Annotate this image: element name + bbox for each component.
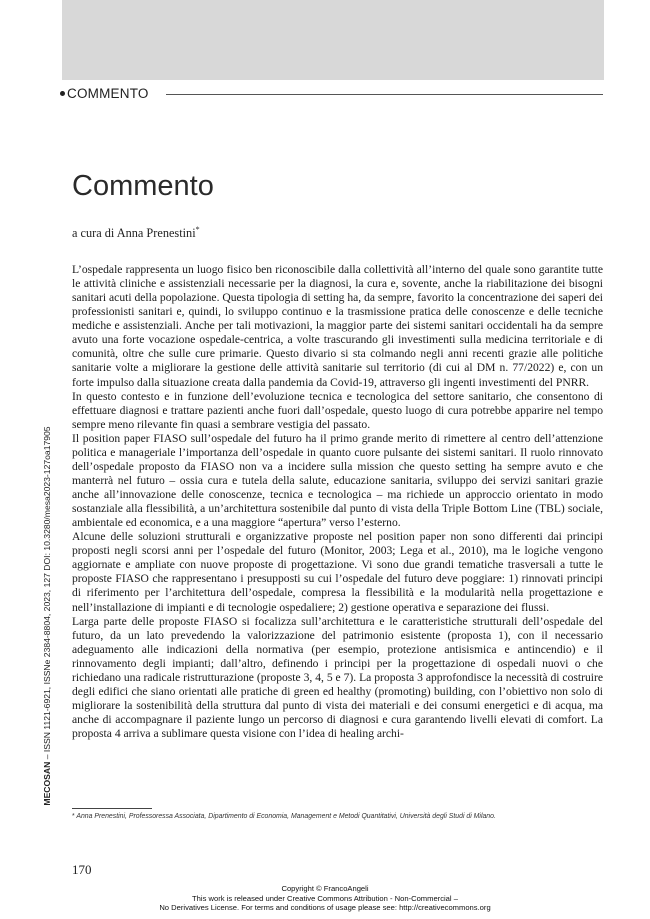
section-rule	[166, 94, 603, 95]
copyright-line: Copyright © FrancoAngeli	[281, 884, 369, 893]
license-terms-line: No Derivatives License. For terms and conditions of usage please see: http://creativecommons.org	[159, 903, 491, 913]
paragraph: Il position paper FIASO sull’ospedale del futuro ha il primo grande merito di rimettere al centro dell’attenzione politica e manageriale l’importanza dell’ospedale in quanto cuore pulsante dei sistemi sanitari. Il ruolo rinnovato dell’ospedale proposto da FIASO non va a incidere sulla mission che questo setting ha sempre avuto e che manterrà nel futuro – ossia cura e tutela della salute, educazione sanitaria, sviluppo dei servizi sanitari grazie anche all’innovazione delle conoscenze, tecnica e tecnologica – ma richiede un approccio orientato in modo sostanziale alla flessibilità, a un’architettura sostenibile dal punto di vista della Triple Bottom Line (TBL) sociale, ambientale ed economica, e a una maggiore “apertura” verso l’esterno.	[72, 431, 603, 530]
footnote-mark: *	[72, 813, 75, 820]
journal-sidebar	[40, 376, 54, 856]
footnote-author: Anna Prenestini	[76, 813, 126, 820]
footnote-affiliation: , Professoressa Associata, Dipartimento di Economia, Management e Metodi Quantitativi, Università degli Studi di Milano.	[125, 813, 496, 820]
license-line: This work is released under Creative Commons Attribution - Non-Commercial –	[192, 893, 458, 903]
footnote	[72, 812, 612, 821]
page-number: 170	[72, 862, 92, 877]
journal-name: MECOSAN	[42, 761, 52, 806]
article-body	[72, 263, 603, 741]
bullet-icon	[60, 91, 65, 96]
byline-text: a cura di Anna Prenestini	[72, 226, 196, 241]
header-band	[62, 0, 604, 80]
copyright-notice	[0, 884, 650, 913]
paragraph: L’ospedale rappresenta un luogo fisico ben riconoscibile dalla collettività all’interno del quale sono garantite tutte le attività cliniche e assistenziali necessarie per la diagnosi, la cura e, sovente, anche la riabilitazione dei bisogni sanitari acuti della popolazione. Questa tipologia di setting ha, da sempre, favorito la concentrazione dei saperi dei professionisti sanitari e, quindi, lo sviluppo continuo e la trasmissione pratica delle conoscenze e delle tecniche mediche e assistenziali. Anche per tali motivazioni, la maggior parte dei sistemi sanitari occidentali ha da sempre avuto una forte vocazione ospedale-centrica, a volte trascurando gli investimenti sulla medicina territoriale e di comunità, oltre che sulle cure primarie. Questo divario si sta colmando negli anni recenti grazie alle politiche sanitarie volte a migliorare la gestione delle attività sanitarie sul territorio (di cui al DM n. 77/2022) e, con un forte impulso dalla situazione creata dalla pandemia da Covid-19, attraverso gli ingenti investimenti del PNRR.	[72, 263, 603, 389]
section-label: COMMENTO	[67, 86, 149, 101]
section-header	[60, 86, 605, 102]
paragraph: In questo contesto e in funzione dell’evoluzione tecnica e tecnologica del settore sanitario, che consentono di effettuare diagnosi e trattare pazienti anche fuori dall’ospedale, questo luogo di cura potrebbe apparire nel tempo sempre meno rilevante fin quasi a sembrare vestigia del passato.	[72, 389, 603, 431]
paragraph: Alcune delle soluzioni strutturali e organizzative proposte nel position paper non sono differenti dai principi proposti negli scorsi anni per l’ospedale del futuro (Monitor, 2003; Lega et al., 2010), ma le logiche vengono aggiornate e ampliate con nuove proposte di progettazione. Vi sono due grandi tematiche trasversali a tutte le proposte FIASO che rappresentano i presupposti su cui l’ospedale del futuro deve poggiare: 1) rinnovati principi di riferimento per l’architettura dell’ospedale, compresa la flessibilità e la modularità nella progettazione e nell’installazione di impianti e di tecnologie ospedaliere; 2) gestione operativa e separazione dei flussi.	[72, 530, 603, 614]
byline	[72, 222, 200, 241]
journal-details: – ISSN 1121-6921, ISSNe 2384-8804, 2023, 127 DOI: 10.3280/mesa2023-127oa17905	[42, 426, 52, 762]
article-title: Commento	[72, 170, 214, 202]
byline-footnote-mark: *	[195, 225, 200, 234]
paragraph: Larga parte delle proposte FIASO si focalizza sull’architettura e le caratteristiche strutturali dell’ospedale del futuro, da un lato prevedendo la valorizzazione del patrimonio esistente (proposta 1), con il necessario adeguamento alle indicazioni della normativa (per esempio, protezione antisismica e antincendio) e il rinnovamento degli impianti; dall’altro, definendo i principi per la progettazione di ospedali nuovi o che richiedano una radicale ristrutturazione (proposte 3, 4, 5 e 7). La proposta 3 approfondisce la necessità di costruire degli edifici che siano orientati alle pratiche di green ed healthy (promoting) building, con l’obiettivo non solo di migliorare la sostenibilità della struttura dal punto di vista dei materiali e dei consumi energetici e di acqua, ma anche di accompagnare il paziente lungo un percorso di diagnosi e cura garantendo livelli elevati di comfort. La proposta 4 arriva a sublimare questa visione con l’idea di healing archi-	[72, 614, 603, 741]
footnote-rule	[72, 808, 152, 809]
